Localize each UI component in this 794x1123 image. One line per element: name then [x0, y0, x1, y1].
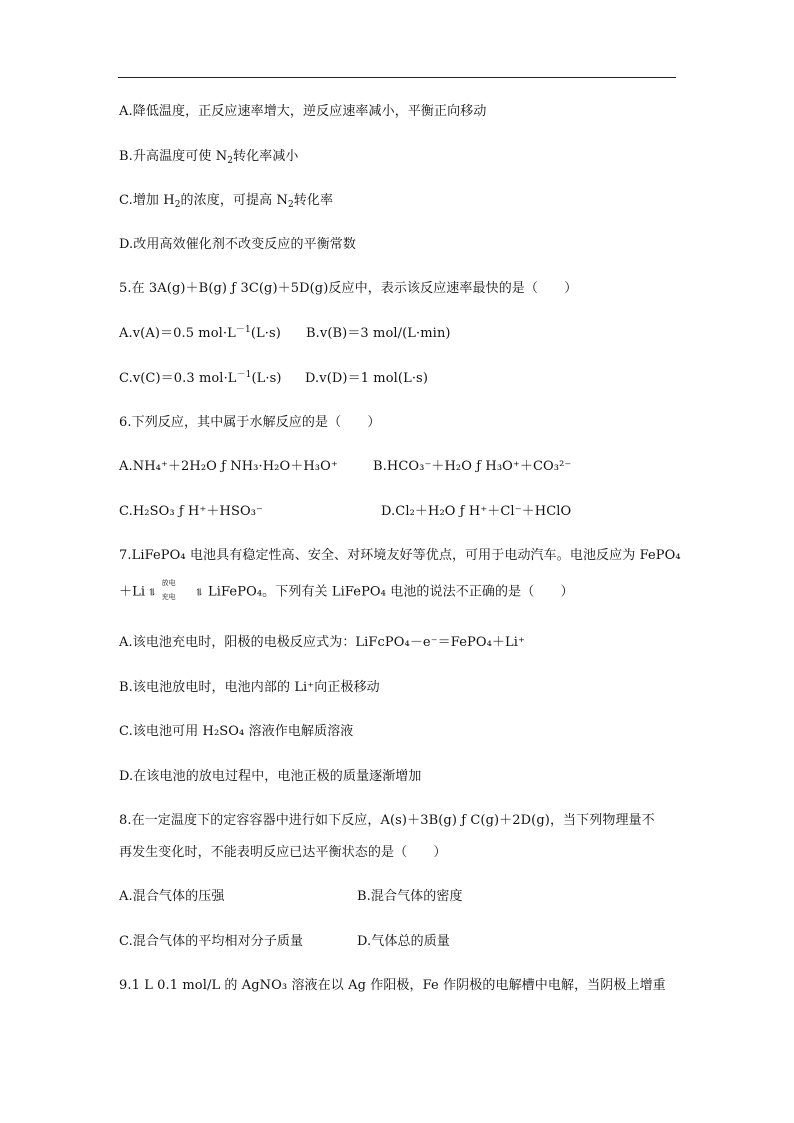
q7-stem-line2: ＋Li ⇌ 放电 充电 ⇌ LiFePO₄。下列有关 LiFePO₄ 电池的说法不正确的是（ ）	[119, 583, 574, 602]
q5-option-d: D.v(D)＝1 mol(L·s)	[305, 371, 428, 386]
q5-option-b: B.v(B)＝3 mol/(L·min)	[306, 326, 451, 341]
q4-option-a: A.降低温度，正反应速率增大，逆反应速率减小，平衡正向移动	[119, 104, 487, 119]
q8-stem-line2: 再发生变化时，不能表明反应已达平衡状态的是（ ）	[119, 845, 447, 860]
q6-option-a: A.NH₄⁺＋2H₂O ƒ NH₃·H₂O＋H₃O⁺	[119, 459, 338, 474]
q6-option-d: D.Cl₂＋H₂O ƒ H⁺＋Cl⁻＋HClO	[381, 504, 572, 519]
q9-stem-line1: 9.1 L 0.1 mol/L 的 AgNO₃ 溶液在以 Ag 作阳极，Fe 作阴极的电解槽中电解，当阴极上增重	[119, 978, 666, 993]
q8-option-b: B.混合气体的密度	[357, 889, 463, 904]
q7-option-d: D.在该电池的放电过程中，电池正极的质量逐渐增加	[119, 769, 422, 784]
header-rule	[118, 77, 676, 78]
q7-option-b: B.该电池放电时，电池内部的 Li⁺向正极移动	[119, 680, 380, 695]
q6-option-c: C.H₂SO₃ ƒ H⁺＋HSO₃⁻	[119, 504, 263, 519]
q6-option-b: B.HCO₃⁻＋H₂O ƒ H₃O⁺＋CO₃²⁻	[373, 459, 572, 474]
q7-option-c: C.该电池可用 H₂SO₄ 溶液作电解质溶液	[119, 724, 354, 739]
q4-option-c: C.增加 $H_2$的浓度，可提高 $N_2$转化率	[119, 193, 334, 210]
q8-option-a: A.混合气体的压强	[119, 889, 225, 904]
reversible-arrow-icon	[196, 583, 204, 601]
q7-stem-line1: 7.LiFePO₄ 电池具有稳定性高、安全、对环境友好等优点，可用于电动汽车。电池反应为 FePO₄	[119, 548, 681, 563]
q7-option-a: A.该电池充电时，阳极的电极反应式为：LiFcPO₄－e⁻＝FePO₄＋Li⁺	[119, 635, 525, 650]
q4-option-b: B.升高温度可使 $N_2$转化率减小	[119, 149, 299, 166]
q5-option-c: C.v(C)＝0.3 $mol\cdot L^{-1}(L\cdot s)$	[119, 370, 282, 386]
q4-option-d: D.改用高效催化剂不改变反应的平衡常数	[119, 237, 356, 252]
q5-stem: 5.在 3A(g)＋B(g) ƒ 3C(g)＋5D(g)反应中，表示该反应速率最快的是（ ）	[119, 281, 578, 296]
q6-stem: 6.下列反应，其中属于水解反应的是（ ）	[119, 415, 381, 430]
q5-option-a: A.v(A)＝0.5 $mol\cdot L^{-1}(L\cdot s)$	[119, 325, 281, 341]
q8-stem-line1: 8.在一定温度下的定容容器中进行如下反应，A(s)＋3B(g) ƒ C(g)＋2D(g)，当下列物理量不	[119, 813, 655, 828]
reaction-condition: 放电 充电	[161, 579, 176, 601]
reversible-arrow-icon	[149, 583, 157, 601]
q8-option-d: D.气体总的质量	[357, 934, 450, 949]
q8-option-c: C.混合气体的平均相对分子质量	[119, 934, 304, 949]
